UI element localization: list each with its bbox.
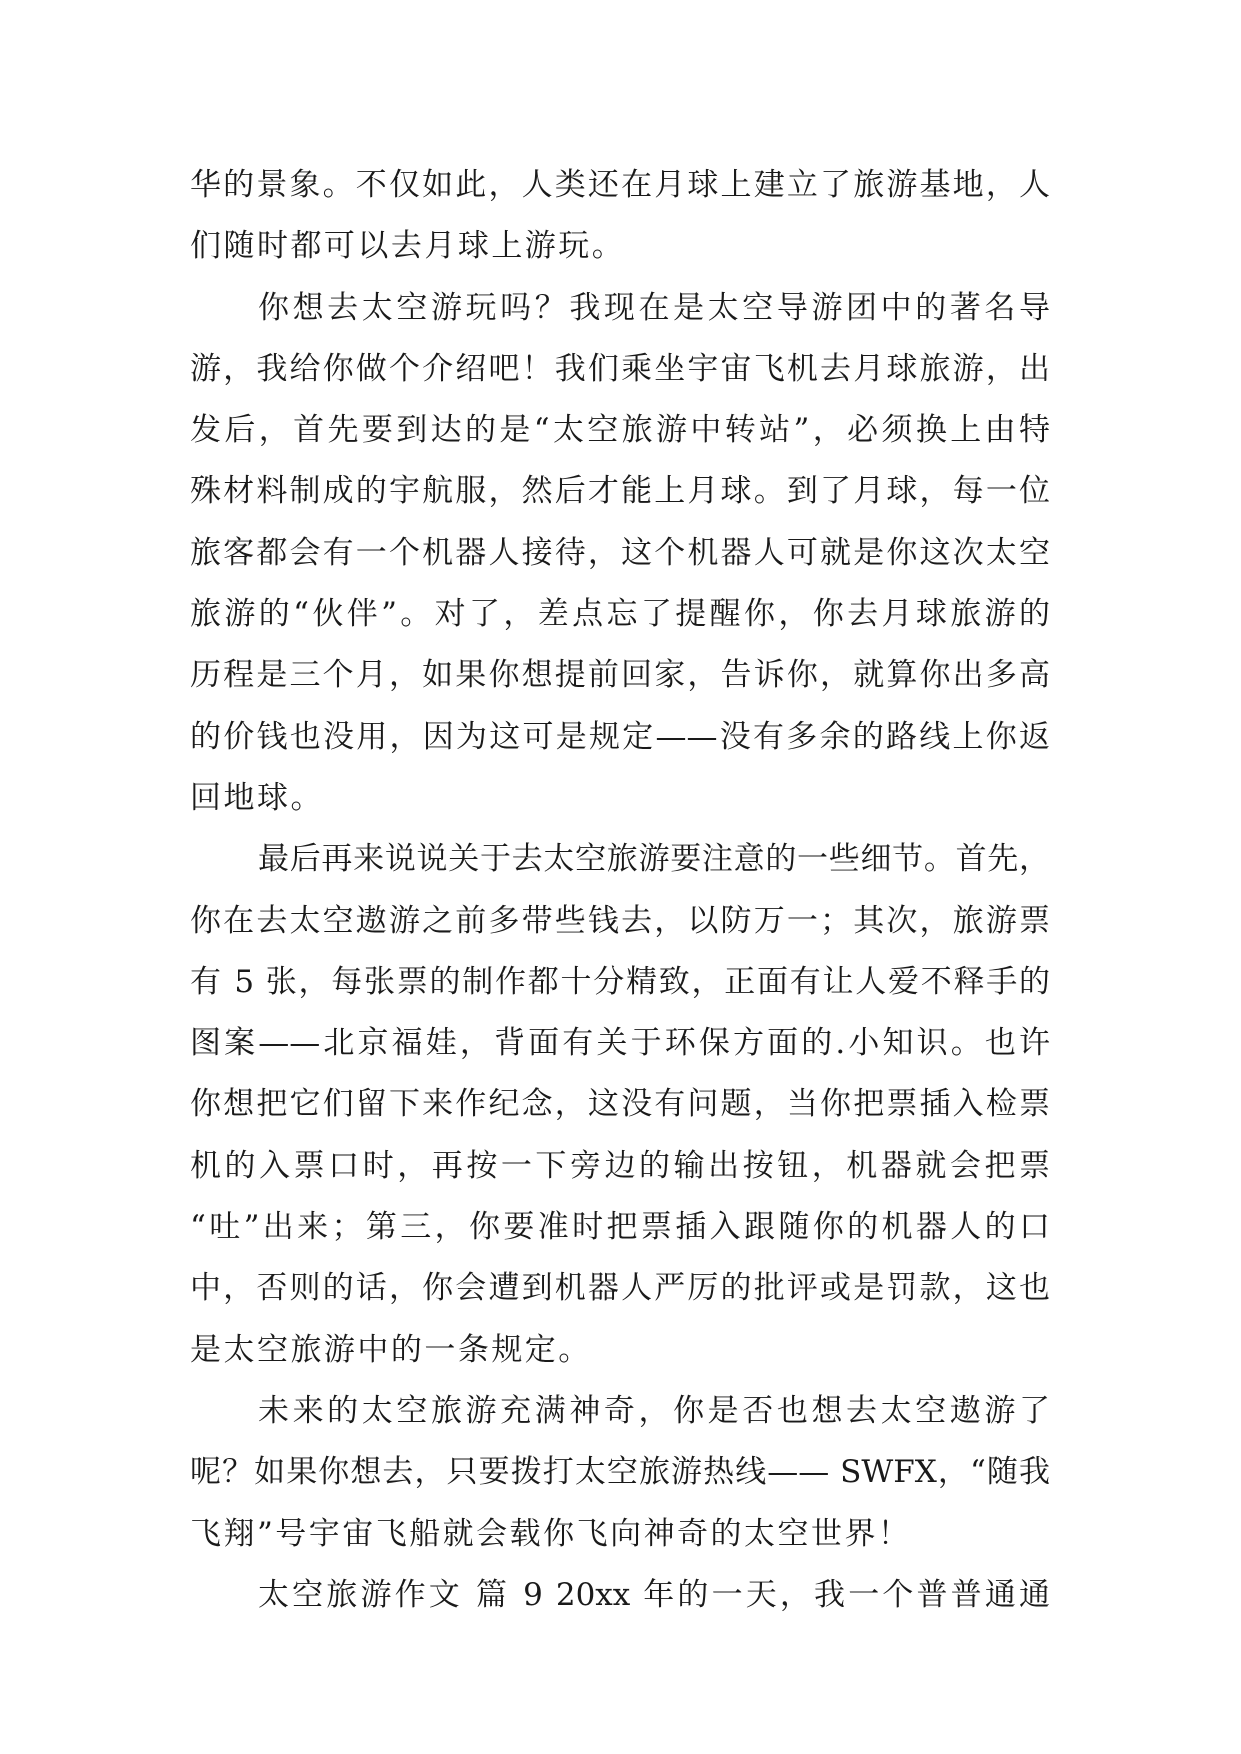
text-line: 呢？如果你想去，只要拨打太空旅游热线—— SWFX，“随我: [190, 1454, 1050, 1491]
text-line: 历程是三个月，如果你想提前回家，告诉你，就算你出多高: [190, 657, 1050, 694]
text-line: 殊材料制成的宇航服，然后才能上月球。到了月球，每一位: [190, 473, 1050, 510]
text-line: 旅客都会有一个机器人接待，这个机器人可就是你这次太空: [190, 534, 1050, 571]
text-line: 中，否则的话，你会遭到机器人严厉的批评或是罚款，这也: [190, 1270, 1050, 1307]
text-line: 有 5 张，每张票的制作都十分精致，正面有让人爱不释手的: [190, 963, 1050, 1000]
text-line: 未来的太空旅游充满神奇，你是否也想去太空遨游了: [258, 1392, 1050, 1429]
text-line: 飞翔”号宇宙飞船就会载你飞向神奇的太空世界！: [190, 1515, 912, 1552]
text-line: 华的景象。不仅如此，人类还在月球上建立了旅游基地，人: [190, 167, 1050, 203]
text-line: 你在去太空遨游之前多带些钱去，以防万一；其次，旅游票: [190, 902, 1050, 939]
text-line: 游，我给你做个介绍吧！我们乘坐宇宙飞机去月球旅游，出: [190, 350, 1050, 387]
text-line: 们随时都可以去月球上游玩。: [190, 228, 626, 265]
text-line: 回地球。: [190, 779, 324, 816]
text-line: “吐”出来；第三，你要准时把票插入跟随你的机器人的口: [190, 1209, 1050, 1246]
text-line: 的价钱也没用，因为这可是规定——没有多余的路线上你返: [190, 718, 1050, 755]
document-body: [190, 155, 1050, 1626]
text-line: 你想去太空游玩吗？我现在是太空导游团中的著名导: [258, 289, 1050, 326]
text-line: 机的入票口时，再按一下旁边的输出按钮，机器就会把票: [190, 1147, 1050, 1184]
text-line: 你想把它们留下来作纪念，这没有问题，当你把票插入检票: [190, 1086, 1050, 1123]
text-line: 太空旅游作文 篇 9 20xx 年的一天，我一个普普通通: [258, 1576, 1050, 1613]
text-line: 旅游的“伙伴”。对了，差点忘了提醒你，你去月球旅游的: [190, 596, 1050, 633]
text-line: 图案——北京福娃，背面有关于环保方面的.小知识。也许: [190, 1025, 1050, 1062]
text-line: 发后，首先要到达的是“太空旅游中转站”，必须换上由特: [190, 412, 1050, 449]
text-line: 是太空旅游中的一条规定。: [190, 1331, 592, 1368]
text-line: 最后再来说说关于去太空旅游要注意的一些细节。首先，: [258, 841, 1050, 878]
